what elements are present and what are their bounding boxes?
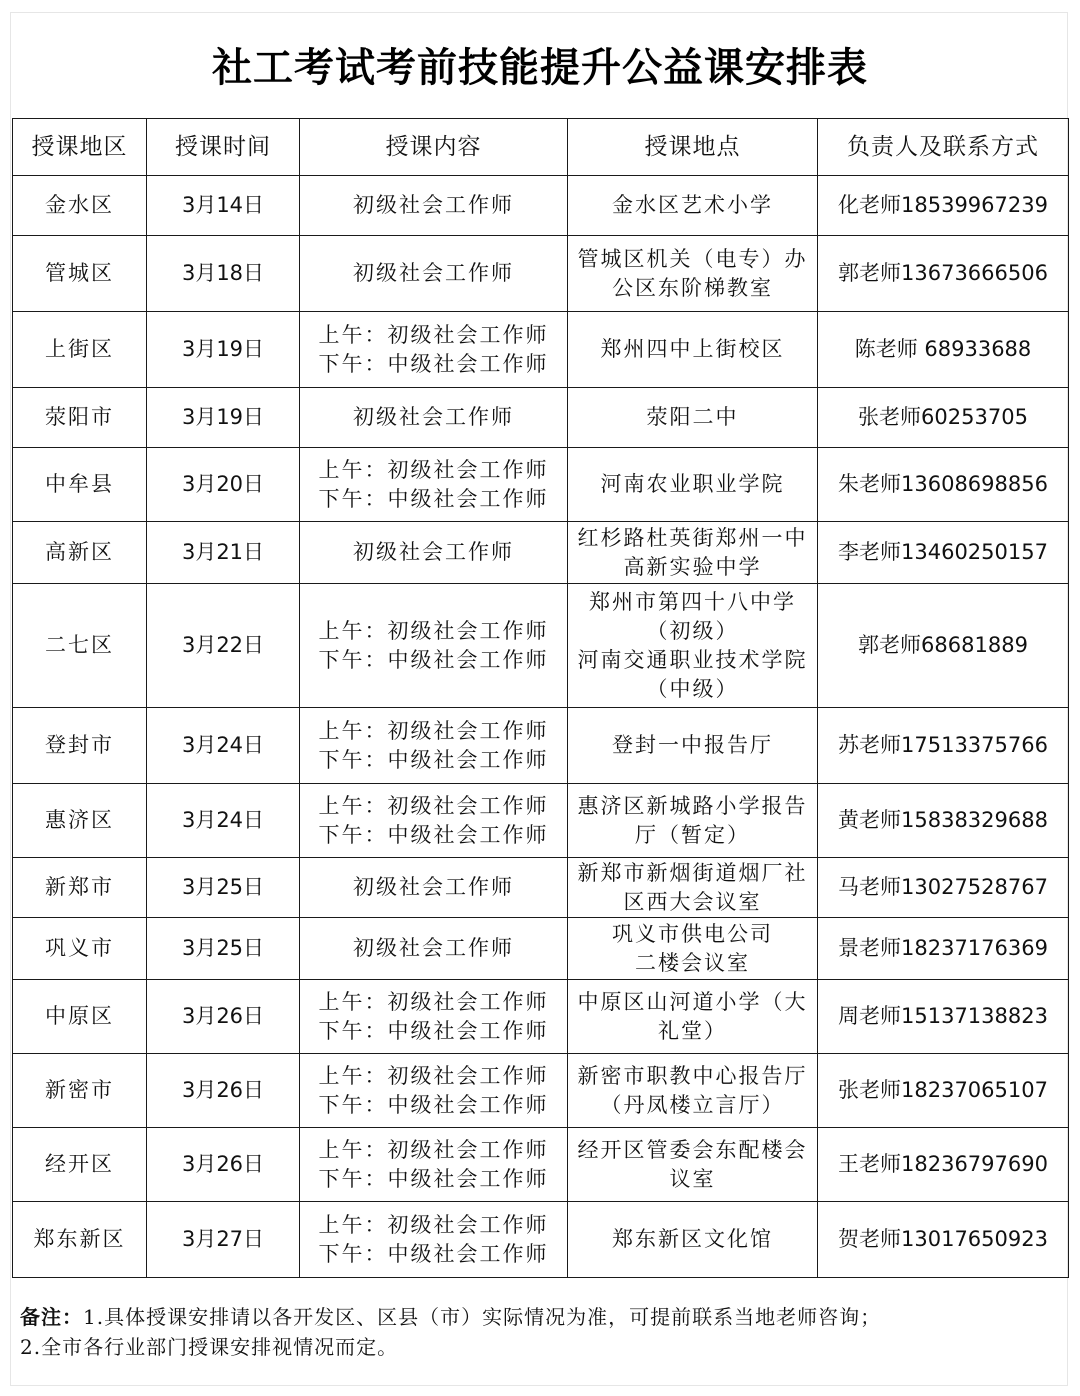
location-line: 礼堂） — [658, 1018, 727, 1043]
content-line: 上午：初级社会工作师 — [318, 457, 549, 482]
notes-line-2: 2.全市各行业部门授课安排视情况而定。 — [20, 1335, 399, 1359]
content-line: 上午：初级社会工作师 — [318, 322, 549, 347]
cell-area: 惠济区 — [13, 784, 147, 858]
location-line: 金水区艺术小学 — [612, 193, 773, 217]
location-line: 管城区机关（电专）办 — [577, 246, 808, 271]
cell-content — [300, 980, 568, 1054]
table-row — [13, 312, 1069, 388]
location-line: 新密市职教中心报告厅 — [577, 1063, 808, 1088]
cell-content — [300, 918, 568, 980]
content-line: 初级社会工作师 — [353, 540, 514, 564]
cell-date: 3月22日 — [147, 584, 300, 708]
cell-contact: 朱老师13608698856 — [818, 448, 1069, 522]
table-row — [13, 980, 1069, 1054]
table-row — [13, 176, 1069, 236]
content-line: 初级社会工作师 — [353, 875, 514, 899]
table-row — [13, 1128, 1069, 1202]
cell-content — [300, 1202, 568, 1278]
cell-content — [300, 236, 568, 312]
cell-content — [300, 784, 568, 858]
location-line: 郑州市第四十八中学 — [589, 589, 796, 614]
cell-area: 经开区 — [13, 1128, 147, 1202]
cell-location — [568, 708, 818, 784]
cell-contact: 王老师18236797690 — [818, 1128, 1069, 1202]
cell-contact: 黄老师15838329688 — [818, 784, 1069, 858]
table-row — [13, 236, 1069, 312]
cell-content — [300, 312, 568, 388]
cell-contact: 周老师15137138823 — [818, 980, 1069, 1054]
notes — [20, 1302, 1060, 1362]
location-line: 郑州四中上街校区 — [600, 337, 785, 361]
cell-date: 3月14日 — [147, 176, 300, 236]
location-line: 登封一中报告厅 — [612, 733, 773, 757]
cell-area: 新密市 — [13, 1054, 147, 1128]
cell-location — [568, 176, 818, 236]
content-line: 下午：中级社会工作师 — [318, 747, 549, 772]
location-line: 经开区管委会东配楼会 — [577, 1137, 808, 1162]
location-line: 中原区山河道小学（大 — [577, 989, 808, 1014]
table-row — [13, 388, 1069, 448]
content-line: 上午：初级社会工作师 — [318, 618, 549, 643]
cell-location — [568, 918, 818, 980]
table-row — [13, 522, 1069, 584]
table-row — [13, 1202, 1069, 1278]
cell-location — [568, 980, 818, 1054]
cell-date: 3月27日 — [147, 1202, 300, 1278]
cell-location — [568, 1128, 818, 1202]
location-line: 厅（暂定） — [635, 822, 750, 847]
cell-contact: 陈老师 68933688 — [818, 312, 1069, 388]
cell-content — [300, 708, 568, 784]
content-line: 下午：中级社会工作师 — [318, 647, 549, 672]
cell-contact: 郭老师13673666506 — [818, 236, 1069, 312]
table-row — [13, 708, 1069, 784]
cell-location — [568, 522, 818, 584]
content-line: 上午：初级社会工作师 — [318, 793, 549, 818]
location-line: 郑东新区文化馆 — [612, 1227, 773, 1251]
header-location: 授课地点 — [568, 119, 818, 176]
notes-label: 备注： — [20, 1305, 83, 1329]
table-row — [13, 1054, 1069, 1128]
location-line: 新郑市新烟街道烟厂社 — [577, 860, 808, 885]
cell-area: 新郑市 — [13, 858, 147, 918]
table-row — [13, 858, 1069, 918]
location-line: （初级） — [646, 618, 739, 643]
cell-area: 金水区 — [13, 176, 147, 236]
location-line: （中级） — [646, 676, 739, 701]
cell-area: 高新区 — [13, 522, 147, 584]
cell-date: 3月26日 — [147, 1054, 300, 1128]
content-line: 下午：中级社会工作师 — [318, 486, 549, 511]
location-line: 惠济区新城路小学报告 — [577, 793, 808, 818]
cell-area: 上街区 — [13, 312, 147, 388]
notes-line-1 — [20, 1302, 1060, 1332]
content-line: 下午：中级社会工作师 — [318, 1018, 549, 1043]
location-line: 高新实验中学 — [623, 554, 762, 579]
location-line: （丹凤楼立言厅） — [600, 1092, 785, 1117]
cell-date: 3月19日 — [147, 388, 300, 448]
cell-content — [300, 1054, 568, 1128]
header-contact: 负责人及联系方式 — [818, 119, 1069, 176]
cell-content — [300, 1128, 568, 1202]
table-row — [13, 448, 1069, 522]
cell-area: 中牟县 — [13, 448, 147, 522]
cell-area: 二七区 — [13, 584, 147, 708]
cell-location — [568, 388, 818, 448]
location-line: 红杉路杜英街郑州一中 — [577, 525, 808, 550]
cell-area: 荥阳市 — [13, 388, 147, 448]
schedule-table — [12, 118, 1069, 1278]
location-line: 公区东阶梯教室 — [612, 275, 773, 300]
content-line: 下午：中级社会工作师 — [318, 1092, 549, 1117]
cell-location — [568, 858, 818, 918]
location-line: 区西大会议室 — [623, 889, 762, 914]
cell-content — [300, 522, 568, 584]
table-row — [13, 584, 1069, 708]
content-line: 上午：初级社会工作师 — [318, 718, 549, 743]
cell-date: 3月21日 — [147, 522, 300, 584]
cell-date: 3月19日 — [147, 312, 300, 388]
content-line: 上午：初级社会工作师 — [318, 1212, 549, 1237]
table-header-row — [13, 119, 1069, 176]
cell-location — [568, 448, 818, 522]
cell-date: 3月24日 — [147, 784, 300, 858]
cell-area: 巩义市 — [13, 918, 147, 980]
cell-location — [568, 1202, 818, 1278]
cell-contact: 郭老师68681889 — [818, 584, 1069, 708]
cell-content — [300, 176, 568, 236]
table-body — [13, 176, 1069, 1278]
cell-contact: 贺老师13017650923 — [818, 1202, 1069, 1278]
location-line: 巩义市供电公司 — [612, 921, 773, 946]
content-line: 上午：初级社会工作师 — [318, 1063, 549, 1088]
content-line: 下午：中级社会工作师 — [318, 822, 549, 847]
cell-contact: 张老师60253705 — [818, 388, 1069, 448]
cell-date: 3月18日 — [147, 236, 300, 312]
cell-location — [568, 236, 818, 312]
cell-contact: 张老师18237065107 — [818, 1054, 1069, 1128]
content-line: 初级社会工作师 — [353, 405, 514, 429]
cell-contact: 马老师13027528767 — [818, 858, 1069, 918]
cell-contact: 李老师13460250157 — [818, 522, 1069, 584]
cell-location — [568, 784, 818, 858]
location-line: 河南交通职业技术学院 — [577, 647, 808, 672]
cell-content — [300, 584, 568, 708]
cell-contact: 景老师18237176369 — [818, 918, 1069, 980]
header-area: 授课地区 — [13, 119, 147, 176]
cell-area: 郑东新区 — [13, 1202, 147, 1278]
cell-date: 3月20日 — [147, 448, 300, 522]
location-line: 荥阳二中 — [646, 405, 739, 429]
content-line: 上午：初级社会工作师 — [318, 1137, 549, 1162]
table-row — [13, 784, 1069, 858]
content-line: 初级社会工作师 — [353, 936, 514, 960]
cell-area: 中原区 — [13, 980, 147, 1054]
content-line: 初级社会工作师 — [353, 193, 514, 217]
cell-contact: 化老师18539967239 — [818, 176, 1069, 236]
cell-date: 3月24日 — [147, 708, 300, 784]
location-line: 河南农业职业学院 — [600, 472, 785, 496]
cell-date: 3月26日 — [147, 980, 300, 1054]
cell-contact: 苏老师17513375766 — [818, 708, 1069, 784]
cell-location — [568, 312, 818, 388]
cell-content — [300, 388, 568, 448]
content-line: 下午：中级社会工作师 — [318, 351, 549, 376]
cell-date: 3月26日 — [147, 1128, 300, 1202]
header-content: 授课内容 — [300, 119, 568, 176]
page-title: 社工考试考前技能提升公益课安排表 — [212, 44, 868, 91]
cell-date: 3月25日 — [147, 918, 300, 980]
cell-area: 登封市 — [13, 708, 147, 784]
content-line: 下午：中级社会工作师 — [318, 1166, 549, 1191]
notes-text-1: 1.具体授课安排请以各开发区、区县（市）实际情况为准，可提前联系当地老师咨询； — [83, 1305, 882, 1329]
content-line: 上午：初级社会工作师 — [318, 989, 549, 1014]
cell-content — [300, 858, 568, 918]
cell-date: 3月25日 — [147, 858, 300, 918]
location-line: 议室 — [669, 1166, 716, 1191]
table-row — [13, 918, 1069, 980]
content-line: 初级社会工作师 — [353, 261, 514, 285]
content-line: 下午：中级社会工作师 — [318, 1241, 549, 1266]
cell-location — [568, 1054, 818, 1128]
cell-content — [300, 448, 568, 522]
header-date: 授课时间 — [147, 119, 300, 176]
cell-area: 管城区 — [13, 236, 147, 312]
cell-location — [568, 584, 818, 708]
location-line: 二楼会议室 — [635, 950, 750, 975]
